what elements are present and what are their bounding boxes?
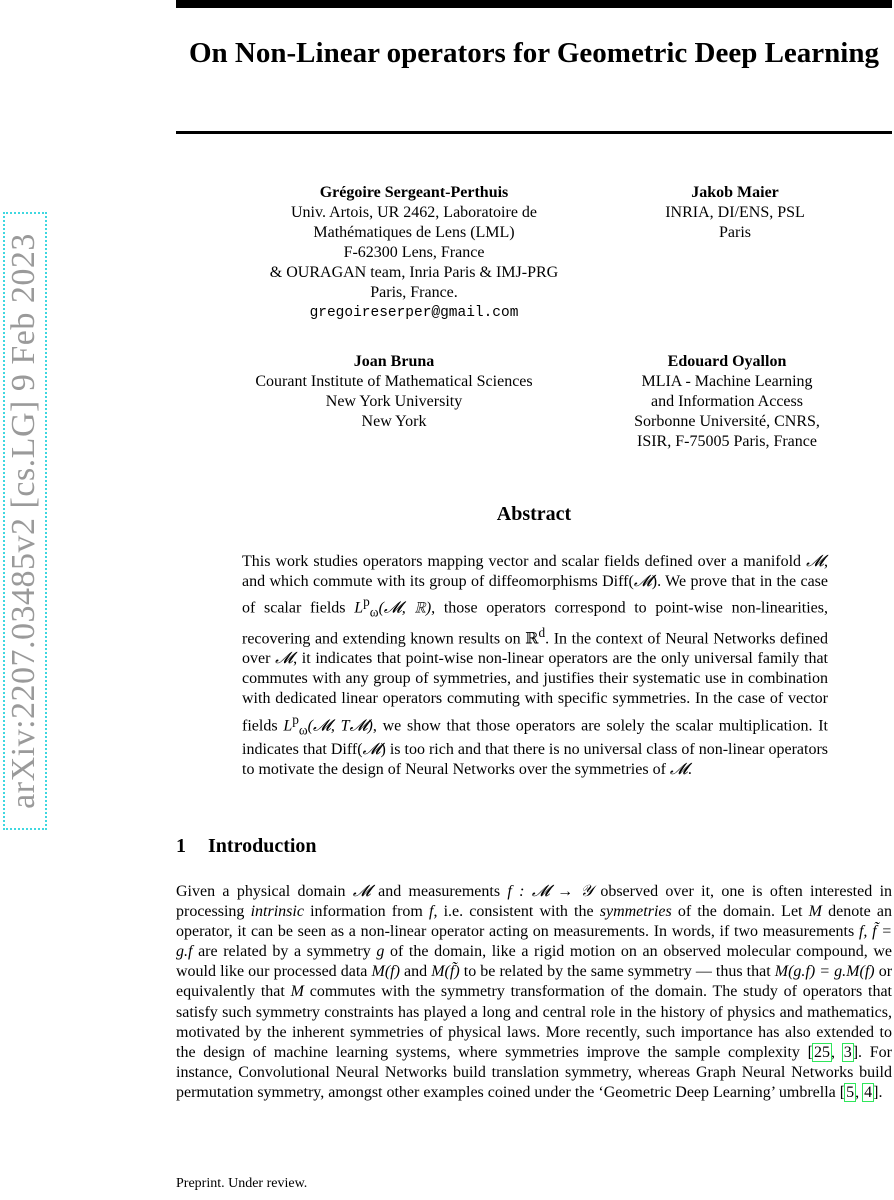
math-lp-args: (𝓜, ℝ) <box>378 599 432 617</box>
math-manifold: 𝓜 <box>669 761 688 779</box>
author-affiliation-line: New York University <box>325 393 463 410</box>
abstract-text: , it indicates that point-wise non-linear operators are the only universal family that commutes with any group of symmetries, and justifies their systematic use in combination with dedicated linear operators commuting with specific symmetries. In the case of vector fields <box>242 650 828 734</box>
intro-text: , <box>830 1043 843 1061</box>
math-subscript: ω <box>298 722 308 738</box>
section-title: Introduction <box>208 835 317 857</box>
author-name: Joan Bruna <box>353 353 435 370</box>
math-manifold: 𝓜 <box>352 883 371 900</box>
emphasis-symmetries: symmetries <box>599 903 672 921</box>
author-affiliation-line: Mathématiques de Lens (LML) <box>313 224 515 241</box>
section-number: 1 <box>176 835 186 857</box>
math-lp-space: L <box>354 599 364 617</box>
section-heading-introduction <box>176 835 676 858</box>
author-name: Jakob Maier <box>691 184 779 201</box>
intro-text: information from <box>303 903 430 921</box>
author-affiliation-line: New York <box>361 413 427 430</box>
intro-text: are related by a symmetry <box>192 943 377 961</box>
author-affiliation-line: Univ. Artois, UR 2462, Laboratoire de <box>290 204 538 221</box>
math-reals: ℝ <box>525 630 539 648</box>
intro-text: to be related by the same symmetry — thus that <box>459 963 775 981</box>
abstract-text: ) is too rich and that there is no universal class of non-linear operators to motivate the design of Neural Networks over the symmetries of <box>242 741 829 779</box>
intro-text: , i.e. consistent with the <box>433 903 600 921</box>
footer-preprint-note: Preprint. Under review. <box>176 1176 308 1191</box>
author-affiliation-line: & OURAGAN team, Inria Paris & IMJ-PRG <box>269 264 559 281</box>
author-name: Grégoire Sergeant-Perthuis <box>319 184 509 201</box>
intro-text: or equivalently that <box>176 963 893 1001</box>
author-affiliation-line: and Information Access <box>651 393 803 410</box>
intro-text: denote an operator, it can be seen as a non-linear operator acting on measurements. In words, if two measurements <box>176 903 893 941</box>
intro-text: and <box>399 963 432 981</box>
math-M: M <box>808 903 822 921</box>
math-lp-space: L <box>283 716 293 734</box>
math-equivariance: M(g.f) = g.M(f) <box>774 963 875 981</box>
math-f: f <box>429 903 434 921</box>
author-affiliation-line: INRIA, DI/ENS, PSL <box>665 204 805 221</box>
author-affiliation-line: Paris <box>719 224 751 241</box>
abstract-heading: Abstract <box>496 503 572 525</box>
author-block-maier <box>610 183 860 243</box>
top-rule <box>176 0 892 8</box>
citation-link[interactable]: 25 <box>813 1043 830 1061</box>
math-manifold: 𝓜 <box>362 741 381 759</box>
math-manifold: 𝓜 <box>275 650 294 668</box>
math-measurements: f, f̃ = g.f <box>176 923 893 961</box>
math-Mf-tilde: M(f̃) <box>431 963 460 981</box>
intro-text: commutes with the symmetry transformation of the domain. The study of operators that satisfy such symmetry constraints has played a long and central role in the history of physics and mathematics, motivated by the inherent symmetries of physical laws. More recently, such importance has also extended to the design of machine learning systems, where symmetries improve the sample complexity [ <box>176 983 893 1061</box>
intro-text: ]. <box>873 1083 883 1101</box>
intro-text: Given a physical domain <box>176 883 353 900</box>
intro-text: ]. For instance, Convolutional Neural Networks build translation symmetry, whereas Graph Neural Networks build permutation symmetry, amongst other examples coined under the ‘Geometric Deep Learning’ umbrella [ <box>176 1043 892 1101</box>
abstract-text: , those operators correspond to point-wise non-linearities, recovering and extending known results on <box>242 599 828 648</box>
author-affiliation-line: MLIA - Machine Learning <box>641 373 813 390</box>
intro-text: , <box>855 1083 864 1101</box>
abstract-text: . <box>687 761 692 779</box>
math-subscript: ω <box>369 604 379 620</box>
author-block-bruna <box>226 352 562 432</box>
math-g: g <box>376 943 385 961</box>
intro-text: of the domain, like a rigid motion on an observed molecular compound, we would like our processed data <box>176 943 892 981</box>
abstract-text: . In the context of Neural Networks defined over <box>242 630 828 668</box>
author-email[interactable]: gregoireserper@gmail.com <box>309 305 519 321</box>
author-block-sergeant-perthuis <box>236 183 592 323</box>
intro-text: of the domain. Let <box>671 903 809 921</box>
introduction-body <box>176 882 892 1103</box>
intro-text: and measurements <box>370 883 508 900</box>
math-map: f : 𝓜 → 𝒴 <box>507 883 593 900</box>
math-manifold: 𝓜 <box>806 553 824 570</box>
math-manifold: 𝓜 <box>633 573 652 591</box>
emphasis-intrinsic: intrinsic <box>250 903 304 921</box>
math-superscript: p <box>363 594 370 610</box>
arxiv-stamp-text[interactable]: arXiv:2207.03485v2 [cs.LG] 9 Feb 2023 <box>5 233 42 809</box>
citation-link[interactable]: 4 <box>864 1083 873 1101</box>
intro-text: observed over it, one is often interested in processing <box>176 883 893 921</box>
author-affiliation-line: Courant Institute of Mathematical Sciences <box>255 373 533 390</box>
author-affiliation-line: Paris, France. <box>370 284 458 301</box>
author-name: Edouard Oyallon <box>667 353 787 370</box>
math-Mf: M(f) <box>371 963 400 981</box>
abstract-body <box>242 552 828 780</box>
abstract-text: , and which commute with its group of diffeomorphisms Diff( <box>242 553 828 591</box>
math-lp-args: (𝓜, T𝓜) <box>307 716 373 734</box>
math-superscript: p <box>292 711 299 727</box>
abstract-text: , we show that those operators are solely the scalar multiplication. It indicates that Diff( <box>242 716 829 759</box>
abstract-text: This work studies operators mapping vector and scalar fields defined over a manifold <box>242 553 807 570</box>
abstract-text: ). We prove that in the case of scalar fields <box>242 573 829 617</box>
citation-link[interactable]: 3 <box>843 1043 852 1061</box>
author-affiliation-line: F-62300 Lens, France <box>343 244 485 261</box>
citation-link[interactable]: 5 <box>846 1083 855 1101</box>
author-block-oyallon <box>600 352 854 452</box>
author-affiliation-line: ISIR, F-75005 Paris, France <box>637 433 817 450</box>
author-affiliation-line: Sorbonne Université, CNRS, <box>634 413 820 430</box>
math-superscript: d <box>538 624 546 640</box>
title-rule <box>176 131 892 134</box>
math-M: M <box>290 983 304 1001</box>
paper-title: On Non-Linear operators for Geometric Deep Learning <box>189 37 879 69</box>
